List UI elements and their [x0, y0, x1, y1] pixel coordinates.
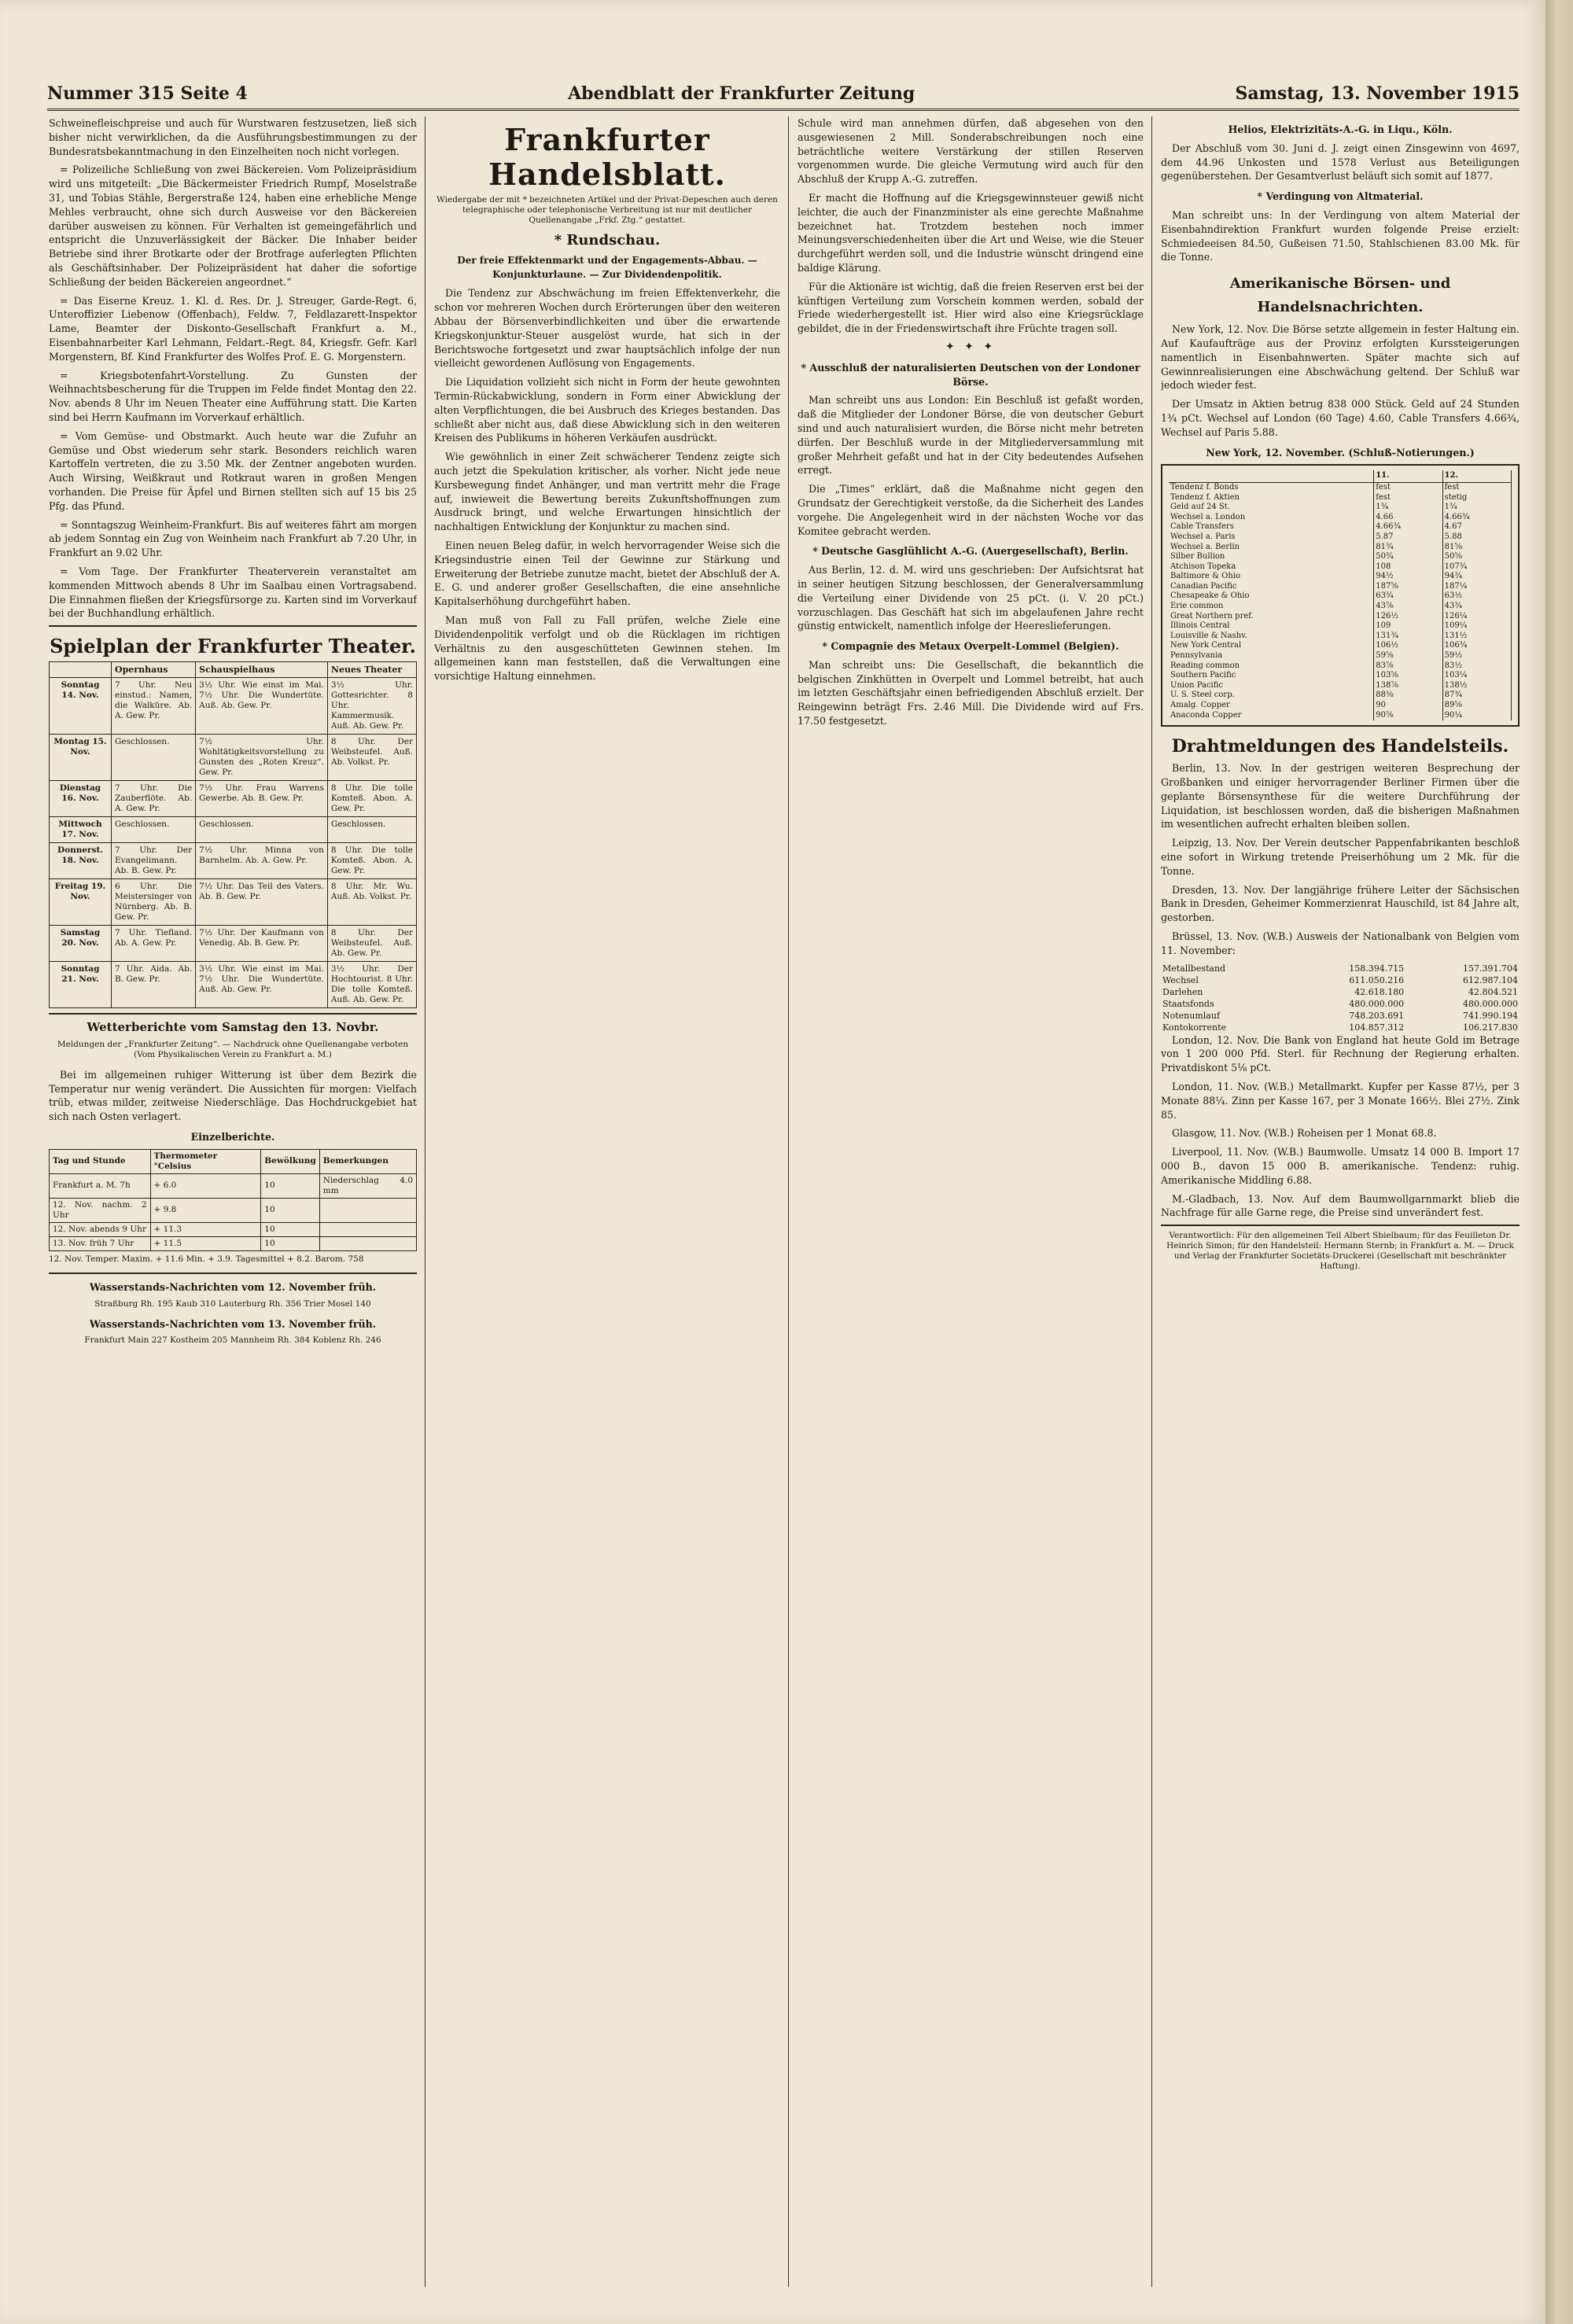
ornament-divider: ✦ ✦ ✦ — [945, 340, 996, 353]
table-row — [50, 843, 417, 879]
table-cell: 7 Uhr. Die Zauberflöte. Ab. A. Gew. Pr. — [112, 781, 196, 817]
table-cell: 748.203.691 — [1349, 1010, 1405, 1021]
table-cell: 131½ — [1442, 632, 1511, 642]
table-cell: 50⅝ — [1442, 552, 1511, 562]
table-cell: 89⅝ — [1442, 701, 1511, 711]
table-header — [1169, 470, 1374, 482]
table-cell: 8 Uhr. Der Weibsteufel. Auß. Ab. Gew. Pr. — [327, 926, 416, 962]
table-cell: 59⅝ — [1374, 651, 1442, 661]
table-cell: Illinois Central — [1169, 621, 1374, 632]
paragraph: M.-Gladbach, 13. Nov. Auf dem Baumwollgarnmarkt blieb die Nachfrage für alle Garne rege, die Preise sind unverändert fest. — [1161, 1192, 1520, 1219]
table-cell: 90⅝ — [1374, 711, 1442, 721]
table-cell: Metallbestand — [1162, 963, 1226, 974]
table-cell: Atchison Topeka — [1169, 562, 1374, 573]
paragraph: Leipzig, 13. Nov. Der Verein deutscher Pappenfabrikanten beschloß eine sofort in Wirkung tretende Preiserhöhung um 2 Mk. für die Tonne. — [1161, 837, 1520, 877]
table-cell: 3½ Uhr. Wie einst im Mai. 7½ Uhr. Die Wundertüte. Auß. Ab. Gew. Pr. — [196, 962, 328, 1008]
weather-subtitle: Meldungen der „Frankfurter Zeitung“. — Nachdruck ohne Quellenangabe verboten (Vom Physikalischen Verein zu Frankfurt a. M.) — [57, 1039, 409, 1059]
column-business-news — [798, 116, 1144, 2295]
table-cell: 109 — [1374, 621, 1442, 632]
table-row — [50, 781, 417, 817]
table-row — [50, 1222, 417, 1236]
table-cell — [319, 1236, 416, 1250]
table-cell: 94½ — [1374, 572, 1442, 582]
table-row — [1161, 986, 1520, 998]
table-cell: 106.217.830 — [1463, 1022, 1518, 1033]
bank-statement-table — [1161, 963, 1520, 1033]
table-row — [50, 817, 417, 843]
theatre-title: Spielplan der Frankfurter Theater. — [50, 635, 416, 658]
table-row — [50, 735, 417, 781]
table-cell: 8 Uhr. Mr. Wu. Auß. Ab. Volkst. Pr. — [327, 879, 416, 926]
table-cell: 126½ — [1374, 612, 1442, 622]
table-cell: 90 — [1374, 701, 1442, 711]
table-row — [1169, 522, 1512, 532]
table-cell: + 11.3 — [150, 1222, 261, 1236]
table-cell: 63¾ — [1374, 591, 1442, 602]
table-cell: Freitag 19. Nov. — [50, 879, 112, 926]
paragraph: Die Tendenz zur Abschwächung im freien Effektenverkehr, die schon vor mehreren Wochen durch Erörterungen über den weiteren Abbau der Börsenverbindlichkeiten und über die erwartende Kriegskonjunktur-Steuer ausgelöst wurde, hat sich in der Berichtswoche fortgesetzt und zwar hauptsächlich infolge der nun vielleicht gewordenen Auflösung von Engagements. — [434, 287, 780, 370]
table-cell: 4.66 — [1374, 513, 1442, 523]
paragraph: = Das Eiserne Kreuz. 1. Kl. d. Res. Dr. J. Streuger, Garde-Regt. 6, Unteroffizier Liebenow (Offenbach), Feldw. 7, Feldlazarett-Inspektor Lame, Beamter der Diskonto-Gesellschaft Frankfurt a. M., Eisenbahnarbeiter Karl Lehmann, Feldart.-Regt. 84, Kriegsfr. Gefr. Karl Morgenstern, Bf. Kind Frankfurter des Wolfes Prof. E. G. Morgenstern. — [49, 294, 417, 363]
table-cell: Geschlossen. — [327, 817, 416, 843]
theatre-schedule-table — [49, 661, 417, 1008]
theatre-rows — [50, 678, 417, 1008]
reprint-note: Wiedergabe der mit * bezeichneten Artikel und der Privat-Depeschen auch deren telegraphische oder telephonische Verbreitung ist nur mit deutlicher Quellenangabe „Frkf. Ztg.“ gestattet. — [437, 195, 778, 225]
article-heading: * Ausschluß der naturalisierten Deutschen von der Londoner Börse. — [801, 361, 1140, 388]
table-cell: 10 — [261, 1222, 319, 1236]
table-cell: Canadian Pacific — [1169, 582, 1374, 592]
table-cell: 90¼ — [1442, 711, 1511, 721]
table-row — [1169, 513, 1512, 523]
table-row — [1169, 671, 1512, 681]
table-cell: 103⅝ — [1374, 671, 1442, 681]
column-local-news — [49, 116, 417, 2295]
paragraph: = Sonntagszug Weinheim-Frankfurt. Bis auf weiteres fährt am morgen ab jedem Sonntag ein Zug von Weinheim nach Frankfurt ab 7.20 Uhr, in Frankfurt an 9.02 Uhr. — [49, 518, 417, 559]
paragraph: Der Umsatz in Aktien betrug 838 000 Stück. Geld auf 24 Stunden 1¾ pCt. Wechsel auf London (60 Tage) 4.60, Cable Transfers 4.66¾, Wechsel auf Paris 5.88. — [1161, 398, 1520, 438]
table-header: Thermometer °Celsius — [150, 1149, 261, 1173]
weather-footer: 12. Nov. Temper. Maxim. + 11.6 Min. + 3.9. Tagesmittel + 8.2. Barom. 758 — [49, 1254, 364, 1264]
table-row — [1161, 1022, 1520, 1033]
table-cell: Silber Bullion — [1169, 552, 1374, 562]
table-cell: stetig — [1442, 493, 1511, 503]
table-cell: 7½ Uhr. Wohltätigkeitsvorstellung zu Gunsten des „Roten Kreuz“. Gew. Pr. — [196, 735, 328, 781]
table-cell: fest — [1374, 482, 1442, 492]
table-row — [1169, 482, 1512, 492]
table-cell: 103¼ — [1442, 671, 1511, 681]
paragraph: London, 12. Nov. Die Bank von England hat heute Gold im Betrage von 1 200 000 Pfd. Sterl. für Rechnung der Regierung erhalten. Privatdiskont 5⅛ pCt. — [1161, 1033, 1520, 1074]
table-cell: Tendenz f. Aktien — [1169, 493, 1374, 503]
table-row — [50, 1198, 417, 1222]
issue-date: Samstag, 13. November 1915 — [1235, 83, 1520, 104]
table-cell: Cable Transfers — [1169, 522, 1374, 532]
paragraph: Glasgow, 11. Nov. (W.B.) Roheisen per 1 Monat 68.8. — [1172, 1127, 1437, 1140]
paragraph: Schule wird man annehmen dürfen, daß abgesehen von den ausgewiesenen 2 Mill. Sonderabschreibungen noch eine beträchtliche weitere Verstärkung der stillen Reserven vorgenommen wurde. Die gleiche Vermutung wird auch für den Abschluß der Krupp A.-G. zutreffen. — [798, 117, 1144, 186]
table-cell: 6 Uhr. Die Meistersinger von Nürnberg. Ab. B. Gew. Pr. — [112, 879, 196, 926]
table-cell: 7 Uhr. Der Evangelimann. Ab. B. Gew. Pr. — [112, 843, 196, 879]
table-row — [1161, 974, 1520, 986]
table-cell — [319, 1198, 416, 1222]
table-cell: 63½ — [1442, 591, 1511, 602]
table-cell: 3½ Uhr. Wie einst im Mai. 7½ Uhr. Die Wundertüte. Auß. Ab. Gew. Pr. — [196, 678, 328, 735]
table-cell: 5.88 — [1442, 532, 1511, 543]
table-cell: 1¾ — [1442, 503, 1511, 513]
table-cell: 7 Uhr. Tiefland. Ab. A. Gew. Pr. — [112, 926, 196, 962]
masthead — [47, 77, 1520, 111]
quotes-box — [1161, 464, 1520, 727]
table-cell: 106½ — [1374, 641, 1442, 651]
paragraph: Er macht die Hoffnung auf die Kriegsgewinnsteuer gewiß nicht leichter, die auch der Finanzminister als eine gerechte Maßnahme bezeichnet hat. Trotzdem bestehen noch immer Meinungsverschiedenheiten über die Art und Weise, wie die Steuer durchgeführt werden soll, und die Industrie wünscht dringend eine baldige Klärung. — [798, 191, 1144, 274]
table-row — [1169, 621, 1512, 632]
table-cell: Amalg. Copper — [1169, 701, 1374, 711]
table-cell: Kontokorrente — [1162, 1022, 1227, 1033]
weather-title: Wetterberichte vom Samstag den 13. Novbr. — [87, 1020, 379, 1035]
table-cell: Geld auf 24 St. — [1169, 503, 1374, 513]
divider — [49, 1272, 417, 1274]
table-cell: Anaconda Copper — [1169, 711, 1374, 721]
table-cell: 480.000.000 — [1349, 998, 1405, 1009]
quotes-rows — [1169, 482, 1512, 720]
table-row — [1169, 651, 1512, 661]
table-row — [50, 1236, 417, 1250]
water-line-1: Straßburg Rh. 195 Kaub 310 Lauterburg Rh. 356 Trier Mosel 140 — [94, 1298, 371, 1309]
handelsblatt-title: Frankfurter Handelsblatt. — [488, 122, 726, 192]
table-header — [50, 662, 112, 678]
paragraph: = Polizeiliche Schließung von zwei Bäckereien. Vom Polizeipräsidium wird uns mitgeteilt: „Die Bäckermeister Friedrich Rumpf, Moselstraße 31, und Tobias Stähle, Bergerstraße 124, haben eine erhebliche Menge Mehles verbraucht, ohne sich durch Ausweise vor den Bäckereien darüber ausweisen zu können. Für Verhalten ist gemeingefährlich und entspricht die Unzuverlässigkeit der Bäcker. Die Inhaber beider Betriebe sind ihrer Brotkarte oder der Brotfrage auferlegten Pflichten als Geschäftsinhaber. Der Polizeipräsident hat daher die sofortige Schließung der beiden Bäckereien angeordnet.“ — [49, 164, 417, 288]
paragraph: Aus Berlin, 12. d. M. wird uns geschrieben: Der Aufsichtsrat hat in seiner heutigen Sitzung beschlossen, der Generalversammlung die Verteilung einer Dividende von 25 pCt. (i. V. 20 pCt.) vorzuschlagen. Das Geschäft hat sich im abgelaufenen Jahre recht günstig entwickelt, namentlich infolge der Heereslieferungen. — [798, 564, 1144, 632]
table-cell: Southern Pacific — [1169, 671, 1374, 681]
section-heading: * Rundschau. — [554, 232, 661, 249]
table-row — [1169, 602, 1512, 612]
issue-number: Nummer 315 Seite 4 — [47, 83, 248, 104]
table-cell: 7 Uhr. Aida. Ab. B. Gew. Pr. — [112, 962, 196, 1008]
column-rule — [1151, 116, 1152, 2287]
table-cell: 88⅜ — [1374, 691, 1442, 701]
paragraph: Einen neuen Beleg dafür, in welch hervorragender Weise sich die Kriegsindustrie einen Teil der Gewinne zur Stärkung und Erweiterung der Betriebe zunutze macht, bietet der Abschluß der A. E. G. und anderer großer Gesellschaften, die eine ansehnliche Kapitalserhöhung durchgeführt haben. — [434, 539, 780, 608]
table-cell: 4.66¾ — [1374, 522, 1442, 532]
table-cell: 42.618.180 — [1354, 986, 1405, 997]
table-cell: 83⅞ — [1374, 661, 1442, 672]
table-row — [50, 926, 417, 962]
paragraph: Man schreibt uns: In der Verdingung von altem Material der Eisenbahndirektion Frankfurt wurden folgende Preise erzielt: Schmiedeeisen 84.50, Gußeisen 71.50, Stahlschienen 83.00 Mk. für die Tonne. — [1161, 208, 1520, 263]
table-cell: Baltimore & Ohio — [1169, 572, 1374, 582]
table-cell: Erie common — [1169, 602, 1374, 612]
table-cell: Dienstag 16. Nov. — [50, 781, 112, 817]
table-cell: Staatsfonds — [1162, 998, 1214, 1009]
table-cell: Mittwoch 17. Nov. — [50, 817, 112, 843]
table-cell: 104.857.312 — [1349, 1022, 1405, 1033]
table-cell: 8 Uhr. Die tolle Komteß. Abon. A. Gew. Pr. — [327, 781, 416, 817]
table-cell: Wechsel — [1162, 974, 1199, 985]
table-header: 11. — [1374, 470, 1442, 482]
table-cell: 611.050.216 — [1349, 974, 1405, 985]
table-row — [1169, 632, 1512, 642]
paragraph: Man muß von Fall zu Fall prüfen, welche Ziele eine Dividendenpolitik verfolgt und ob die Rücklagen im richtigen Verhältnis zu den ausgeschütteten Gewinnen stehen. Im allgemeinen kann man feststellen, daß die Verwaltungen eine vorsichtige Haltung einnehmen. — [434, 613, 780, 683]
table-cell: Donnerst. 18. Nov. — [50, 843, 112, 879]
table-cell: 480.000.000 — [1463, 998, 1518, 1009]
paragraph: Man schreibt uns aus London: Ein Beschluß ist gefaßt worden, daß die Mitglieder der Londoner Börse, die von deutscher Geburt sind und auch naturalisiert wurden, die Börse nicht mehr betreten dürfen. Der Beschluß wurde in der Mitgliederversammlung mit großer Mehrheit gefaßt und hat in der City bedeutendes Aufsehen erregt. — [798, 394, 1144, 477]
water-title-1: Wasserstands-Nachrichten vom 12. November früh. — [89, 1280, 377, 1293]
article-heading: * Compagnie des Metaux Overpelt-Lommel (Belgien). — [822, 640, 1119, 653]
table-cell: 157.391.704 — [1463, 963, 1518, 974]
table-cell: Louisville & Nashv. — [1169, 632, 1374, 642]
table-cell: Chesapeake & Ohio — [1169, 591, 1374, 602]
table-cell: New York Central — [1169, 641, 1374, 651]
table-cell: Pennsylvania — [1169, 651, 1374, 661]
table-cell: Wechsel a. Paris — [1169, 532, 1374, 543]
article-heading: * Deutsche Gasglühlicht A.-G. (Auergesellschaft), Berlin. — [812, 545, 1129, 558]
table-cell: 109¼ — [1442, 621, 1511, 632]
bank-statement-rows — [1161, 963, 1520, 1033]
column-handelsblatt — [434, 116, 780, 2295]
table-header: Schauspielhaus — [196, 662, 328, 678]
table-cell: 4.66¾ — [1442, 513, 1511, 523]
table-cell: fest — [1374, 493, 1442, 503]
table-cell: 4.67 — [1442, 522, 1511, 532]
table-cell: Union Pacific — [1169, 681, 1374, 691]
table-row — [1169, 691, 1512, 701]
table-row — [1161, 963, 1520, 974]
section-subtitle: Der freie Effektenmarkt und der Engagements-Abbau. — Konjunkturlaune. — Zur Dividendenpolitik. — [457, 254, 757, 280]
table-cell: 10 — [261, 1173, 319, 1198]
table-cell: + 9.8 — [150, 1198, 261, 1222]
table-cell: Montag 15. Nov. — [50, 735, 112, 781]
table-cell: 612.987.104 — [1463, 974, 1518, 985]
paragraph: = Vom Gemüse- und Obstmarkt. Auch heute war die Zufuhr an Gemüse und Obst wiederum sehr stark. Besonders reichlich waren Kartoffeln vertreten, die zu 3.50 Mk. der Zentner angeboten wurden. Auch Wirsing, Weißkraut und Rotkraut waren in großen Mengen vorhanden. Die Preise für Äpfel und Birnen stellten sich auf 15 bis 25 Pfg. das Pfund. — [49, 429, 417, 512]
table-cell: + 6.0 — [150, 1173, 261, 1198]
divider — [49, 625, 417, 627]
table-cell: 1¾ — [1374, 503, 1442, 513]
table-cell — [319, 1222, 416, 1236]
table-row — [1169, 661, 1512, 672]
table-cell: 7½ Uhr. Minna von Barnhelm. Ab. A. Gew. Pr. — [196, 843, 328, 879]
table-cell: 12. Nov. nachm. 2 Uhr — [50, 1198, 151, 1222]
quotes-table — [1169, 470, 1512, 720]
table-cell: Wechsel a. London — [1169, 513, 1374, 523]
table-cell: Darlehen — [1162, 986, 1203, 997]
table-cell: 7½ Uhr. Frau Warrens Gewerbe. Ab. B. Gew. Pr. — [196, 781, 328, 817]
table-row — [1169, 641, 1512, 651]
table-cell: Sonntag 14. Nov. — [50, 678, 112, 735]
table-header: Neues Theater — [327, 662, 416, 678]
table-cell: Geschlossen. — [112, 817, 196, 843]
section-heading: Amerikanische Börsen- und Handelsnachrichten. — [1229, 275, 1451, 316]
table-row — [1161, 998, 1520, 1010]
table-row — [1169, 562, 1512, 573]
table-cell: 83½ — [1442, 661, 1511, 672]
table-cell: Geschlossen. — [112, 735, 196, 781]
divider — [49, 1013, 417, 1015]
table-row — [1169, 543, 1512, 553]
table-row — [1169, 493, 1512, 503]
paragraph: Dresden, 13. Nov. Der langjährige frühere Leiter der Sächsischen Bank in Dresden, Geheimer Kommerzienrat Hauschild, ist 84 Jahre alt, gestorben. — [1161, 883, 1520, 924]
page-edge — [1545, 0, 1573, 2324]
paragraph: Brüssel, 13. Nov. (W.B.) Ausweis der Nationalbank von Belgien vom 11. November: — [1161, 930, 1520, 956]
table-header: Bewölkung — [261, 1149, 319, 1173]
table-cell: Great Northern pref. — [1169, 612, 1374, 622]
table-cell: Reading common — [1169, 661, 1374, 672]
paragraph: Für die Aktionäre ist wichtig, daß die freien Reserven erst bei der künftigen Verteilung zum Vorschein kommen werden, sobald der Friede wiederhergestellt ist. Hier wird also eine Kriegsrücklage gebildet, die in der Friedenswirtschaft ihre Früchte tragen soll. — [798, 280, 1144, 335]
table-cell: 8 Uhr. Der Weibsteufel. Auß. Ab. Volkst. Pr. — [327, 735, 416, 781]
table-row — [1169, 612, 1512, 622]
paragraph: = Vom Tage. Der Frankfurter Theaterverein veranstaltet am kommenden Mittwoch abends 8 Uhr im Saalbau einen Vortragsabend. Die Einnahmen fließen der Kriegsfürsorge zu. Karten sind im Vorverkauf bei der Buchhandlung erhältlich. — [49, 565, 417, 620]
table-cell: 81¾ — [1374, 543, 1442, 553]
table-header: 12. — [1442, 470, 1511, 482]
paragraph: = Kriegsbotenfahrt-Vorstellung. Zu Gunsten der Weihnachtsbescherung für die Truppen im Felde findet Montag den 22. Nov. abends 8 Uhr im Neuen Theater eine Aufführung statt. Die Karten sind bei Herrn Kaufmann im Vorverkauf erhältlich. — [49, 369, 417, 423]
table-cell: 106¾ — [1442, 641, 1511, 651]
table-row — [1169, 532, 1512, 543]
table-header: Tag und Stunde — [50, 1149, 151, 1173]
table-cell: 131¾ — [1374, 632, 1442, 642]
table-cell: + 11.5 — [150, 1236, 261, 1250]
water-line-2: Frankfurt Main 227 Kostheim 205 Mannheim Rh. 384 Koblenz Rh. 246 — [84, 1335, 381, 1346]
water-title-2: Wasserstands-Nachrichten vom 13. November früh. — [89, 1317, 377, 1330]
table-row — [1169, 701, 1512, 711]
table-cell: 81⅝ — [1442, 543, 1511, 553]
table-row — [50, 962, 417, 1008]
paragraph: Bei im allgemeinen ruhiger Witterung ist über dem Bezirk die Temperatur nur wenig verändert. Die Aussichten für morgen: Vielfach trüb, etwas milder, zeitweise Niederschläge. Das Hochdruckgebiet hat sich nach Osten verlagert. — [49, 1068, 417, 1123]
table-header: Opernhaus — [112, 662, 196, 678]
table-cell: 8 Uhr. Die tolle Komteß. Abon. A. Gew. Pr. — [327, 843, 416, 879]
paragraph: Berlin, 13. Nov. In der gestrigen weiteren Besprechung der Großbanken und einiger hervorragender Berliner Firmen über die geplante Börsensynthese für die weitere Durchführung der Liquidation, ist beschlossen worden, daß die bisherigen Maßnahmen im wesentlichen aufrecht erhalten bleiben sollen. — [1161, 762, 1520, 831]
table-row — [1169, 711, 1512, 721]
table-cell: 108 — [1374, 562, 1442, 573]
paragraph: Wie gewöhnlich in einer Zeit schwächerer Tendenz zeigte sich auch jetzt die Spekulation kritischer, als vorher. Nicht jede neue Kursbewegung findet Anhänger, und man vertritt mehr die Frage auf, inwieweit die Bewertung bereits Zukunftshoffnungen zum Ausdruck bringt, und welche Erwartungen hinsichtlich der nachhaltigen Entwicklung der Konjunktur zu machen sind. — [434, 451, 780, 533]
table-cell: 10 — [261, 1198, 319, 1222]
table-cell: 107¾ — [1442, 562, 1511, 573]
weather-table — [49, 1149, 417, 1251]
table-cell: 50¾ — [1374, 552, 1442, 562]
table-cell: 3½ Uhr. Gottesrichter. 8 Uhr. Kammermusik. Auß. Ab. Gew. Pr. — [327, 678, 416, 735]
table-cell: fest — [1442, 482, 1511, 492]
table-cell: Sonntag 21. Nov. — [50, 962, 112, 1008]
table-cell: 126¼ — [1442, 612, 1511, 622]
article-heading: Helios, Elektrizitäts-A.-G. in Liqu., Köln. — [1228, 123, 1453, 135]
column-rule — [788, 116, 789, 2287]
table-cell: 10 — [261, 1236, 319, 1250]
table-cell: 5.87 — [1374, 532, 1442, 543]
table-row — [1169, 591, 1512, 602]
table-row — [1169, 572, 1512, 582]
table-cell: Tendenz f. Bonds — [1169, 482, 1374, 492]
paragraph: Die Liquidation vollzieht sich nicht in Form der heute gewohnten Termin-Rückabwicklung, sondern in Form einer Abwicklung der alten Verpflichtungen, die bei Ausbruch des Krieges bestanden. Das schließt aber nicht aus, daß diese Abwicklung sich in den weiteren Kreisen des Publikums in höheren Verkäufen ausdrückt. — [434, 376, 780, 444]
column-markets — [1161, 116, 1520, 2295]
table-cell: 741.990.194 — [1463, 1010, 1518, 1021]
table-cell: 87¾ — [1442, 691, 1511, 701]
table-cell: Notenumlauf — [1162, 1010, 1221, 1021]
table-row — [1169, 582, 1512, 592]
table-cell: 7 Uhr. Neu einstud.: Namen, die Walküre. Ab. A. Gew. Pr. — [112, 678, 196, 735]
paragraph: New York, 12. Nov. Die Börse setzte allgemein in fester Haltung ein. Auf Kaufaufträge aus der Provinz erfolgten Kurssteigerungen namentlich in Eisenbahnwerten. Später machte sich auf Gewinnrealisierungen eine Abschwächung geltend. Der Schluß war jedoch wieder fest. — [1161, 323, 1520, 392]
table-cell: 59½ — [1442, 651, 1511, 661]
table-cell: 187⅝ — [1374, 582, 1442, 592]
table-row — [1169, 503, 1512, 513]
table-cell: Samstag 20. Nov. — [50, 926, 112, 962]
table-row — [50, 678, 417, 735]
table-cell: Wechsel a. Berlin — [1169, 543, 1374, 553]
weather-rows — [50, 1173, 417, 1250]
table-cell: 3½ Uhr. Der Hochtourist. 8 Uhr. Die tolle Komteß. Auß. Ab. Gew. Pr. — [327, 962, 416, 1008]
section-heading: Drahtmeldungen des Handelsteils. — [1171, 736, 1509, 757]
table-cell: 43¾ — [1442, 602, 1511, 612]
table-cell: 187¼ — [1442, 582, 1511, 592]
table-row — [50, 879, 417, 926]
table-row — [1169, 681, 1512, 691]
table-cell: 12. Nov. abends 9 Uhr — [50, 1222, 151, 1236]
table-row — [50, 1173, 417, 1198]
table-cell: Geschlossen. — [196, 817, 328, 843]
quotes-title: New York, 12. November. (Schluß-Notierungen.) — [1206, 446, 1475, 459]
table-cell: 138⅞ — [1374, 681, 1442, 691]
table-cell: 43⅞ — [1374, 602, 1442, 612]
paragraph: Liverpool, 11. Nov. (W.B.) Baumwolle. Umsatz 14 000 B. Import 17 000 B., davon 15 000 B. amerikanische. Tendenz: ruhig. Amerikanische Middling 6.88. — [1161, 1146, 1520, 1186]
table-cell: 7½ Uhr. Der Kaufmann von Venedig. Ab. B. Gew. Pr. — [196, 926, 328, 962]
table-header: Bemerkungen — [319, 1149, 416, 1173]
table-cell: 42.804.521 — [1468, 986, 1518, 997]
table-row — [1161, 1010, 1520, 1022]
paragraph: Man schreibt uns: Die Gesellschaft, die bekanntlich die belgischen Zinkhütten in Overpelt und Lommel betreibt, hat auch im letzten Geschäftsjahr einen befriedigenden Abschluß erzielt. Der Reingewinn beträgt Frs. 2.46 Mill. Die Dividende wird auf Frs. 17.50 festgesetzt. — [798, 658, 1144, 727]
table-cell: Frankfurt a. M. 7h — [50, 1173, 151, 1198]
paragraph: London, 11. Nov. (W.B.) Metallmarkt. Kupfer per Kasse 87½, per 3 Monate 88¼. Zinn per Kasse 167, per 3 Monate 166½. Blei 27½. Zink 85. — [1161, 1080, 1520, 1121]
article-heading: * Verdingung von Altmaterial. — [1257, 190, 1424, 203]
table-cell: 138½ — [1442, 681, 1511, 691]
table-cell: U. S. Steel corp. — [1169, 691, 1374, 701]
table-cell: 94¾ — [1442, 572, 1511, 582]
imprint: Verantwortlich: Für den allgemeinen Teil Albert Sbielbaum; für das Feuilleton Dr. Heinrich Simon; für den Handelsteil: Hermann Sternb; in Frankfurt a. M. — Druck und Verlag der Frankfurter Societäts-Druckerei (Gesellschaft mit beschränkter Haftung). — [1161, 1225, 1520, 1272]
table-row — [1169, 552, 1512, 562]
table-cell: 13. Nov. früh 7 Uhr — [50, 1236, 151, 1250]
paper-name: Abendblatt der Frankfurter Zeitung — [568, 83, 915, 104]
table-cell: 7½ Uhr. Das Teil des Vaters. Ab. B. Gew. Pr. — [196, 879, 328, 926]
table-cell: 158.394.715 — [1349, 963, 1405, 974]
weather-table-title: Einzelberichte. — [190, 1131, 275, 1144]
paragraph: Schweinefleischpreise und auch für Wurstwaren festzusetzen, ließ sich bisher nicht verwirklichen, da die Ausführungsbestimmungen zu der Bundesratsbekanntmachung in den Einzelheiten noch nicht vorlegen. — [49, 117, 417, 157]
paragraph: Der Abschluß vom 30. Juni d. J. zeigt einen Zinsgewinn von 4697, dem 44.96 Unkosten und 1578 Verlust aus Beteiligungen gegenüberstehen. Der Gesamtverlust beläuft sich somit auf 1877. — [1161, 142, 1520, 182]
table-cell: Niederschlag 4.0 mm — [319, 1173, 416, 1198]
paragraph: Die „Times“ erklärt, daß die Maßnahme nicht gegen den Grundsatz der Gerechtigkeit verstoße, da die Sicherheit des Landes vorgehe. Die Angelegenheit wird in der nächsten Woche vor das Komitee gebracht werden. — [798, 483, 1144, 537]
